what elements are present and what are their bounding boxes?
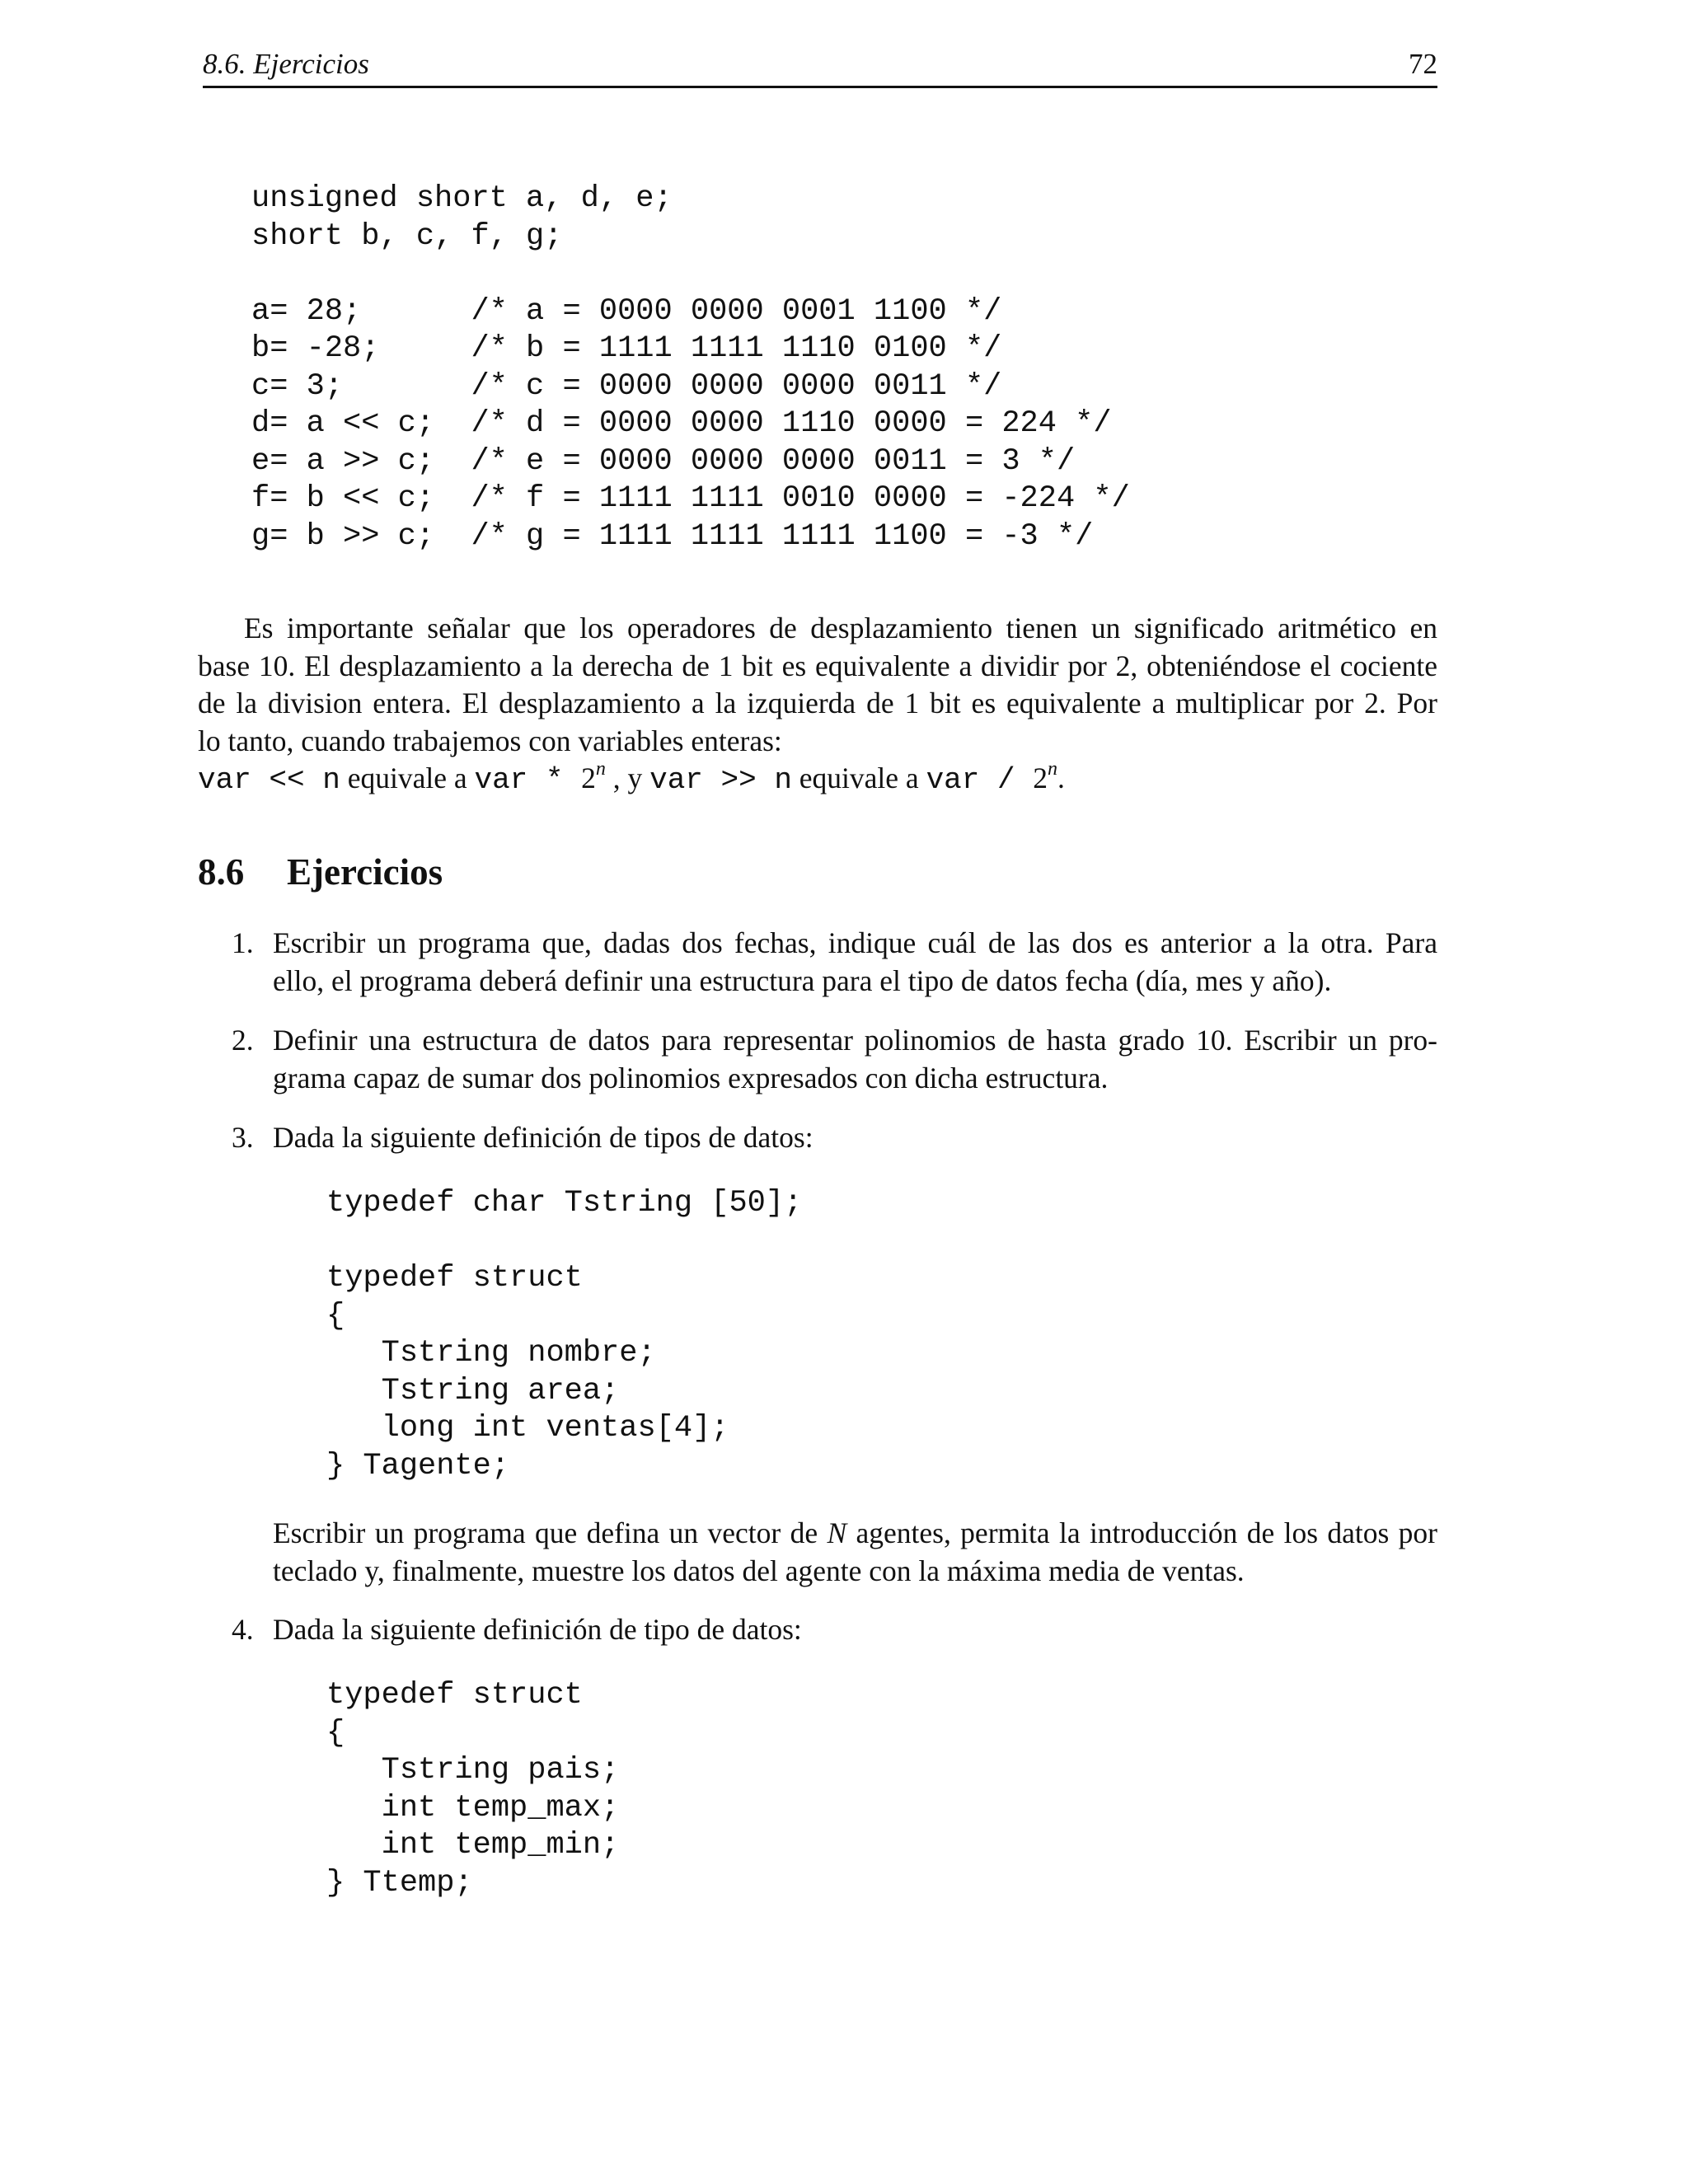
shift-formula (198, 760, 1437, 798)
formula-code: var << n (198, 763, 340, 797)
code-line: typedef char Tstring [50]; (326, 1186, 803, 1221)
code-line: b= -28; /* b = 1111 1111 1110 0100 */ (251, 331, 1002, 366)
formula-text: equivale a (791, 762, 926, 794)
exercise-item (232, 925, 1437, 1001)
exercise-line: grama capaz de sumar dos polinomios expresados con dicha estructura. (273, 1061, 1109, 1094)
paragraph-line: base 10. El desplazamiento a la derecha de 1 bit es equivalente a dividir por 2, obteniéndose el cociente (198, 649, 1437, 682)
code-line: Tstring area; (326, 1373, 620, 1408)
section-title: Ejercicios (287, 851, 443, 893)
formula-exponent: n (1047, 758, 1057, 780)
code-line: } Tagente; (326, 1448, 510, 1483)
code-line: typedef struct (326, 1678, 583, 1713)
explanation-paragraph (198, 610, 1437, 798)
code-line: int temp_max; (326, 1790, 620, 1825)
paragraph-line: lo tanto, cuando trabajemos con variables enteras: (198, 724, 782, 757)
exercise-item (232, 1022, 1437, 1098)
code-line: c= 3; /* c = 0000 0000 0000 0011 */ (251, 368, 1002, 404)
formula-text: , y (605, 762, 650, 794)
exercise-line-part: agentes, permita la introducción de los datos por (846, 1516, 1438, 1549)
code-line: short b, c, f, g; (251, 218, 563, 254)
exercise-number: 4. (232, 1613, 254, 1646)
exercise-number: 2. (232, 1024, 254, 1057)
formula-code: var * (474, 763, 582, 797)
code-line: { (326, 1298, 345, 1333)
running-header (203, 43, 1437, 88)
formula-exponent: n (595, 758, 606, 780)
formula-base: 2 (1033, 762, 1048, 794)
shift-example-code (251, 180, 1130, 555)
exercise-continuation (232, 1515, 1437, 1591)
exercise-text (273, 1022, 1437, 1097)
header-page-number: 72 (1409, 48, 1437, 80)
agente-struct-code (326, 1185, 802, 1485)
exercise-line: ello, el programa deberá definir una estructura para el tipo de datos fecha (día, mes y año). (273, 963, 1332, 997)
code-blank-line (251, 255, 1130, 293)
code-line: unsigned short a, d, e; (251, 181, 673, 216)
paragraph-line: de la division entera. El desplazamiento a la izquierda de 1 bit es equivalente a multiplicar por 2. Por (198, 687, 1437, 719)
section-number: 8.6 (198, 851, 245, 893)
formula-base: 2 (581, 762, 596, 794)
exercise-item (232, 1611, 1437, 1649)
code-line: long int ventas[4]; (326, 1411, 729, 1446)
code-blank-line (326, 1223, 802, 1261)
exercise-text (273, 1515, 1437, 1590)
exercise-line: Definir una estructura de datos para representar polinomios de hasta grado 10. Escribir un pro- (273, 1024, 1437, 1057)
section-heading (198, 847, 443, 897)
code-line: int temp_min; (326, 1828, 620, 1863)
code-line: e= a >> c; /* e = 0000 0000 0000 0011 = 3 */ (251, 443, 1076, 479)
code-line: d= a << c; /* d = 0000 0000 1110 0000 = 224 */ (251, 406, 1112, 441)
variable-n: N (827, 1516, 847, 1549)
code-line: Tstring pais; (326, 1753, 620, 1788)
exercise-text (273, 1611, 1437, 1649)
paragraph-line: Es importante señalar que los operadores de desplazamiento tienen un significado aritmético en (244, 612, 1437, 644)
code-line: typedef struct (326, 1261, 583, 1296)
exercise-text (273, 1119, 1437, 1157)
exercise-line: Dada la siguiente definición de tipos de datos: (273, 1121, 814, 1154)
code-line: a= 28; /* a = 0000 0000 0001 1100 */ (251, 293, 1002, 329)
exercise-line (273, 1515, 1437, 1553)
formula-text: equivale a (340, 762, 475, 794)
exercise-item (232, 1119, 1437, 1157)
exercise-number: 1. (232, 926, 254, 959)
exercise-text (273, 925, 1437, 1000)
formula-code: var / (926, 763, 1034, 797)
exercise-line-part: Escribir un programa que defina un vector de (273, 1516, 828, 1549)
formula-code: var >> n (649, 763, 792, 797)
code-line: { (326, 1715, 345, 1750)
code-line: g= b >> c; /* g = 1111 1111 1111 1100 = -3 */ (251, 518, 1094, 554)
code-line: f= b << c; /* f = 1111 1111 0010 0000 = -224 */ (251, 481, 1130, 516)
exercise-line: Escribir un programa que, dadas dos fechas, indique cuál de las dos es anterior a la otra. Para (273, 926, 1437, 959)
exercise-line: Dada la siguiente definición de tipo de datos: (273, 1613, 802, 1646)
header-section-title: 8.6. Ejercicios (203, 48, 369, 80)
code-line: } Ttemp; (326, 1865, 473, 1900)
exercise-number: 3. (232, 1121, 254, 1154)
formula-text: . (1057, 762, 1065, 794)
ttemp-struct-code (326, 1677, 619, 1902)
exercise-line: teclado y, finalmente, muestre los datos del agente con la máxima media de ventas. (273, 1554, 1245, 1587)
code-line: Tstring nombre; (326, 1336, 656, 1371)
